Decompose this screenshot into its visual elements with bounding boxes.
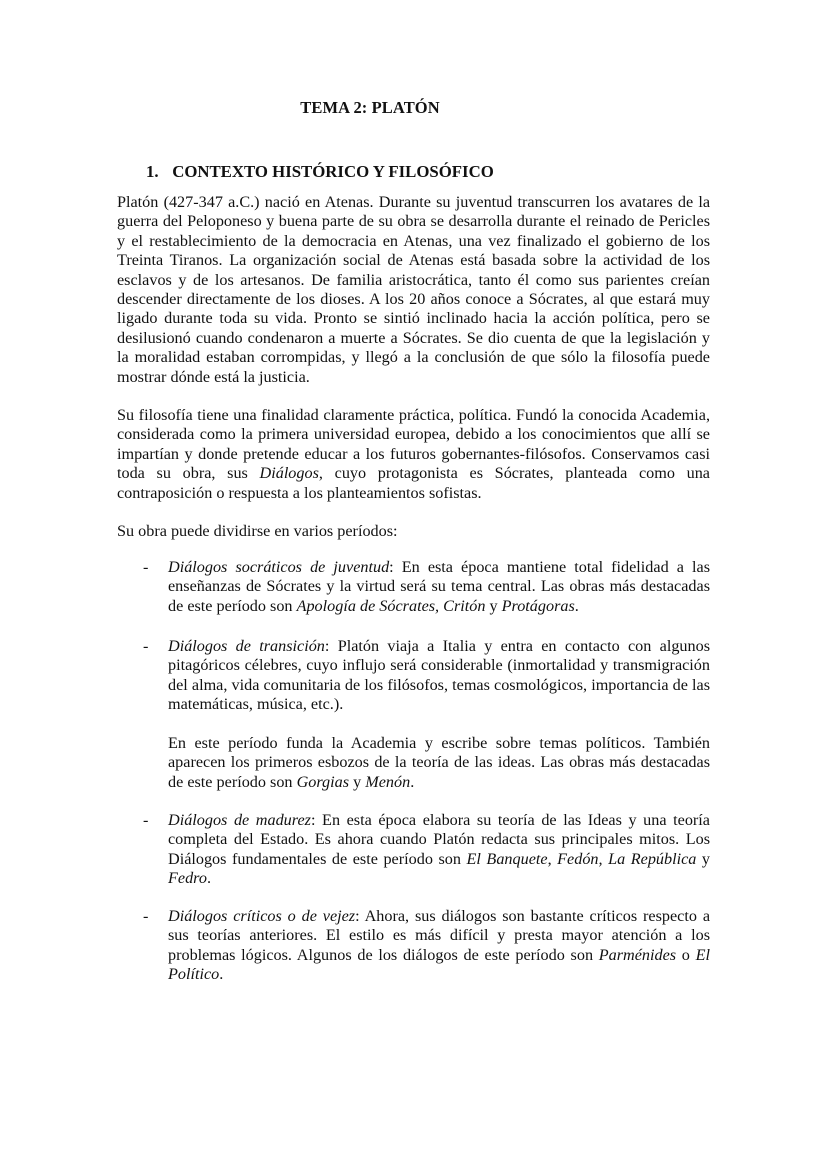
period-works: Fedón, La República — [557, 849, 697, 868]
section-heading-text: CONTEXTO HISTÓRICO Y FILOSÓFICO — [172, 162, 494, 181]
period-works: Menón — [365, 772, 411, 791]
period-text: : En esta época elabora su teoría de las Ideas y una teoría completa del Estado. Es ahora cuando Platón redacta sus principales mitos. Los Diálogos fundamentales de este período son — [168, 811, 710, 868]
list-item-madurez — [143, 811, 710, 889]
period-name: Diálogos críticos o de vejez — [168, 907, 356, 925]
period-end: . — [206, 869, 212, 888]
list-item-juventud — [143, 558, 710, 616]
period-works: Parménides — [598, 945, 677, 964]
period-conjunction: y — [349, 772, 366, 791]
period-end: . — [219, 965, 224, 984]
period-works: Fedro — [168, 869, 207, 888]
period-text: : En esta época mantiene total fidelidad a las enseñanzas de Sócrates y la virtud será su tema central. Las obras más destacadas de este período son — [168, 558, 711, 615]
period-text: : Ahora, sus diálogos son bastante críticos respecto a sus teorías anteriores. El estilo es más difícil y presta mayor atención a los problemas lógicos. Algunos de los diálogos de este período son — [168, 907, 711, 964]
period-works: Apología de Sócrates, Critón — [296, 596, 486, 615]
bullet-dash: - — [143, 907, 149, 925]
period-text: : Platón viaja a Italia y entra en contacto con algunos pitagóricos célebres, cuyo influjo será considerable (inmortalidad y transmigración del alma, vida comunitaria de los filósofos, temas cosmológicos, importancia de las matemáticas, música, etc.). — [168, 637, 710, 714]
bullet-dash: - — [143, 558, 149, 576]
period-separator: , — [547, 849, 558, 868]
dialogos-italic: Diálogos — [259, 464, 319, 483]
paragraph-philosophy-text-2: , cuyo protagonista es Sócrates, planteada como una contraposición o respuesta a los planteamientos sofistas. — [117, 464, 710, 502]
paragraph-philosophy — [117, 406, 710, 503]
section-heading — [146, 162, 494, 181]
paragraph-philosophy-text-1: Su filosofía tiene una finalidad claramente práctica, política. Fundó la conocida Academia, considerada como la primera universidad europea, debido a los conocimientos que allí se impartían y donde pretende educar a los futuros gobernantes-filósofos. Conservamos casi toda su obra, sus — [117, 406, 710, 483]
period-end: . — [574, 596, 579, 615]
period-text: En este período funda la Academia y escribe sobre temas políticos. También aparecen los primeros esbozos de la teoría de las ideas. Las obras más destacadas de este período son — [168, 734, 710, 791]
period-name: Diálogos socráticos de juventud — [168, 558, 390, 576]
list-item-transicion — [143, 637, 710, 715]
period-works: Protágoras — [501, 596, 575, 615]
page-title: TEMA 2: PLATÓN — [300, 98, 440, 117]
period-name: Diálogos de transición — [168, 637, 325, 655]
period-works: Gorgias — [296, 772, 350, 791]
list-item-vejez — [143, 907, 710, 985]
bullet-dash: - — [143, 637, 149, 655]
period-name: Diálogos de madurez — [168, 811, 311, 829]
period-conjunction: y — [485, 596, 502, 615]
period-works: El Banquete — [466, 849, 548, 868]
period-conjunction: y — [696, 849, 711, 868]
section-number: 1. — [146, 162, 159, 181]
period-conjunction: o — [676, 945, 696, 964]
period-end: . — [410, 772, 415, 791]
list-item-transicion-continued — [143, 734, 710, 792]
paragraph-context: Platón (427-347 a.C.) nació en Atenas. Durante su juventud transcurren los avatares de la guerra del Peloponeso y buena parte de su obra se desarrolla durante el reinado de Pericles y el restablecimiento de la democracia en Atenas, una vez finalizado el gobierno de los Treinta Tiranos. La organización social de Atenas está basada sobre la actividad de los esclavos y de los artesanos. De familia aristocrática, tanto él como sus parientes creían descender directamente de los dioses. A los 20 años conoce a Sócrates, al que estará muy ligado durante toda su vida. Pronto se sintió inclinado hacia la acción política, pero se desilusionó cuando condenaron a muerte a Sócrates. Se dio cuenta de que la legislación y la moralidad estaban corrompidas, y llegó a la conclusión de que sólo la filosofía puede mostrar dónde está la justicia. — [117, 193, 710, 386]
bullet-dash: - — [143, 811, 149, 829]
period-works: El Político — [168, 945, 711, 984]
paragraph-periods-intro: Su obra puede dividirse en varios períodos: — [117, 522, 398, 540]
